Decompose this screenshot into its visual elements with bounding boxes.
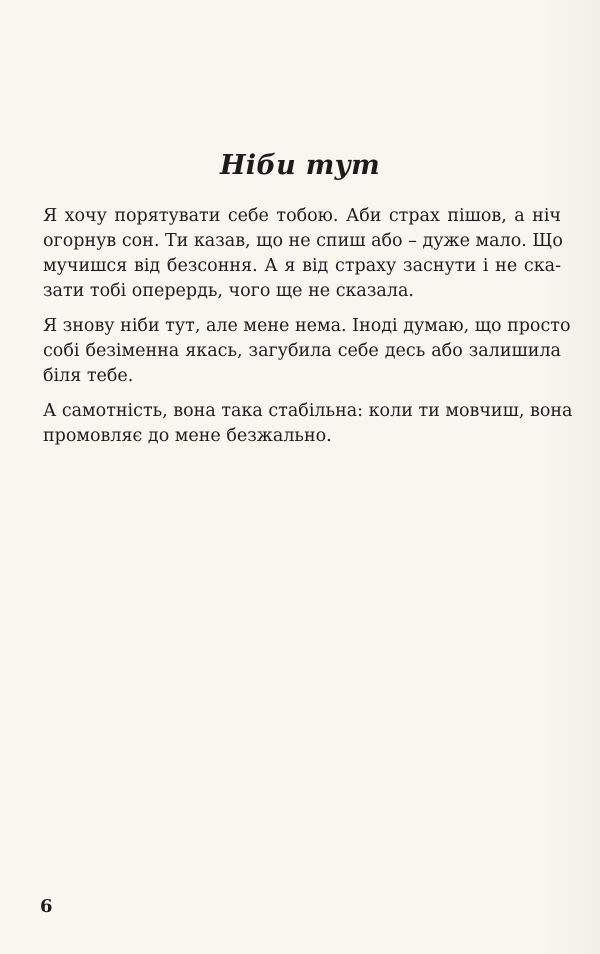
paragraph-1 bbox=[43, 204, 561, 304]
paragraph-2 bbox=[43, 314, 571, 389]
paragraph-3 bbox=[43, 399, 573, 449]
text-line: А самотність, вона така стабільна: коли ти мовчиш, вона bbox=[43, 401, 573, 421]
text-line: собі безіменна якась, загубила себе десь або залишила bbox=[43, 341, 561, 361]
text-line: промовляє до мене безжально. bbox=[43, 426, 332, 446]
text-line: біля тебе. bbox=[43, 366, 134, 386]
text-line: зати тобі оперердь, чого ще не сказала. bbox=[43, 281, 414, 301]
page-number: 6 bbox=[40, 896, 53, 917]
poem-body bbox=[43, 204, 573, 459]
text-line: Я знову ніби тут, але мене нема. Іноді думаю, що просто bbox=[43, 316, 571, 336]
text-line: Я хочу порятувати себе тобою. Аби страх пішов, а ніч bbox=[43, 206, 561, 226]
poem-title: Ніби тут bbox=[220, 150, 380, 181]
text-line: мучишся від безсоння. А я від страху заснути і не ска- bbox=[43, 256, 561, 276]
text-line: огорнув сон. Ти казав, що не спиш або – дуже мало. Що bbox=[43, 231, 563, 251]
